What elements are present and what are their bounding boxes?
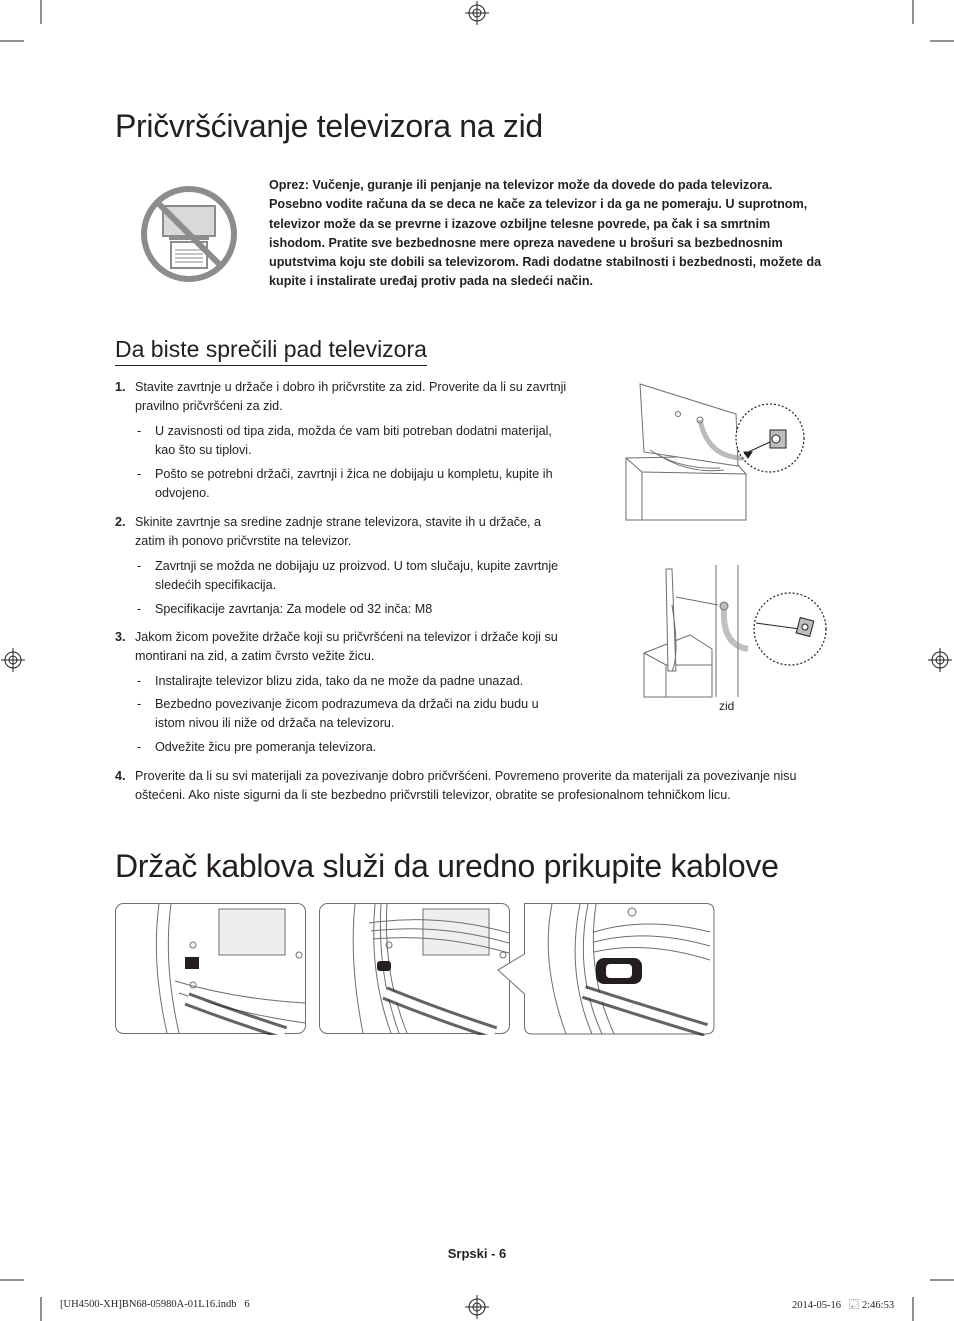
caution-text: Oprez: Vučenje, guranje ili penjanje na televizor može da dovede do pada televizora. Posebno vodite računa da se deca ne kače za televizor i da ga ne pomeraju. U suprotnom, televizor može da se prevrne i izazove ozbiljne telesne povrede, pa čak i sa smrtnim ishodom. Pratite sve bezbednosne mere opreza navedene u brošuri sa bezbednosnim uputstvima koju ste dobili sa televizorom. Radi dodatne stabilnosti i bezbednosti, možete da kupite i instalirate uređaj protiv pada na sledeći način.: [269, 178, 822, 289]
registration-mark-left: [1, 648, 25, 672]
registration-mark-right: [928, 648, 952, 672]
wall-label: zid: [719, 699, 735, 713]
registration-mark-top: [465, 1, 489, 25]
step-number: 4.: [115, 769, 126, 783]
step-text-line2: zatim ih ponovo pričvrstite na televizor.: [135, 534, 352, 548]
step-number: 2.: [115, 515, 126, 529]
step-text-line1: Skinite zavrtnje sa sredine zadnje strane televizora, stavite ih u držače, a: [135, 515, 542, 529]
step-text-line1: Stavite zavrtnje u držače i dobro ih pričvrstite za zid. Proverite da li su zavrtnji: [135, 380, 567, 394]
cable-holder-illustration-1: [115, 903, 307, 1035]
cable-holder-illustration-3-detail: [496, 902, 716, 1036]
section-title-cable-holder: Držač kablova služi da uredno prikupite kablove: [115, 848, 779, 884]
tv-wall-wire-illustration: [640, 565, 840, 715]
print-info-timestamp: 2014-05-16 ⿿ 2:46:53: [792, 1300, 895, 1311]
no-climbing-warning-icon: [139, 184, 239, 284]
step-text-line2: montirani na zid, a zatim čvrsto vežite žicu.: [135, 649, 375, 663]
step-text-line1: Jakom žicom povežite držače koji su pričvršćeni na televizor i držače koji su: [135, 630, 558, 644]
subsection-title-prevent-falling: Da biste sprečili pad televizora: [115, 336, 427, 366]
step-text-line2: oštećeni. Ako niste sigurni da li ste bezbedno pričvrstili televizor, obratite se profesionalnom tehničkom licu.: [135, 788, 731, 802]
registration-mark-bottom: [465, 1295, 489, 1319]
section-title-wall-mount: Pričvršćivanje televizora na zid: [115, 108, 543, 144]
cable-holder-illustration-2: [319, 903, 511, 1035]
step-number: 3.: [115, 630, 126, 644]
tv-bracket-illustration: [620, 378, 830, 528]
step-number: 1.: [115, 380, 126, 394]
step-text-line2: pravilno pričvršćeni za zid.: [135, 399, 283, 413]
page-number: Srpski - 6: [447, 1246, 507, 1261]
print-info-file: [UH4500-XH]BN68-05980A-01L16.indb 6: [60, 1299, 250, 1310]
step-text-line1: Proverite da li su svi materijali za povezivanje dobro pričvršćeni. Povremeno proverite da materijali za povezivanje nisu: [135, 769, 797, 783]
